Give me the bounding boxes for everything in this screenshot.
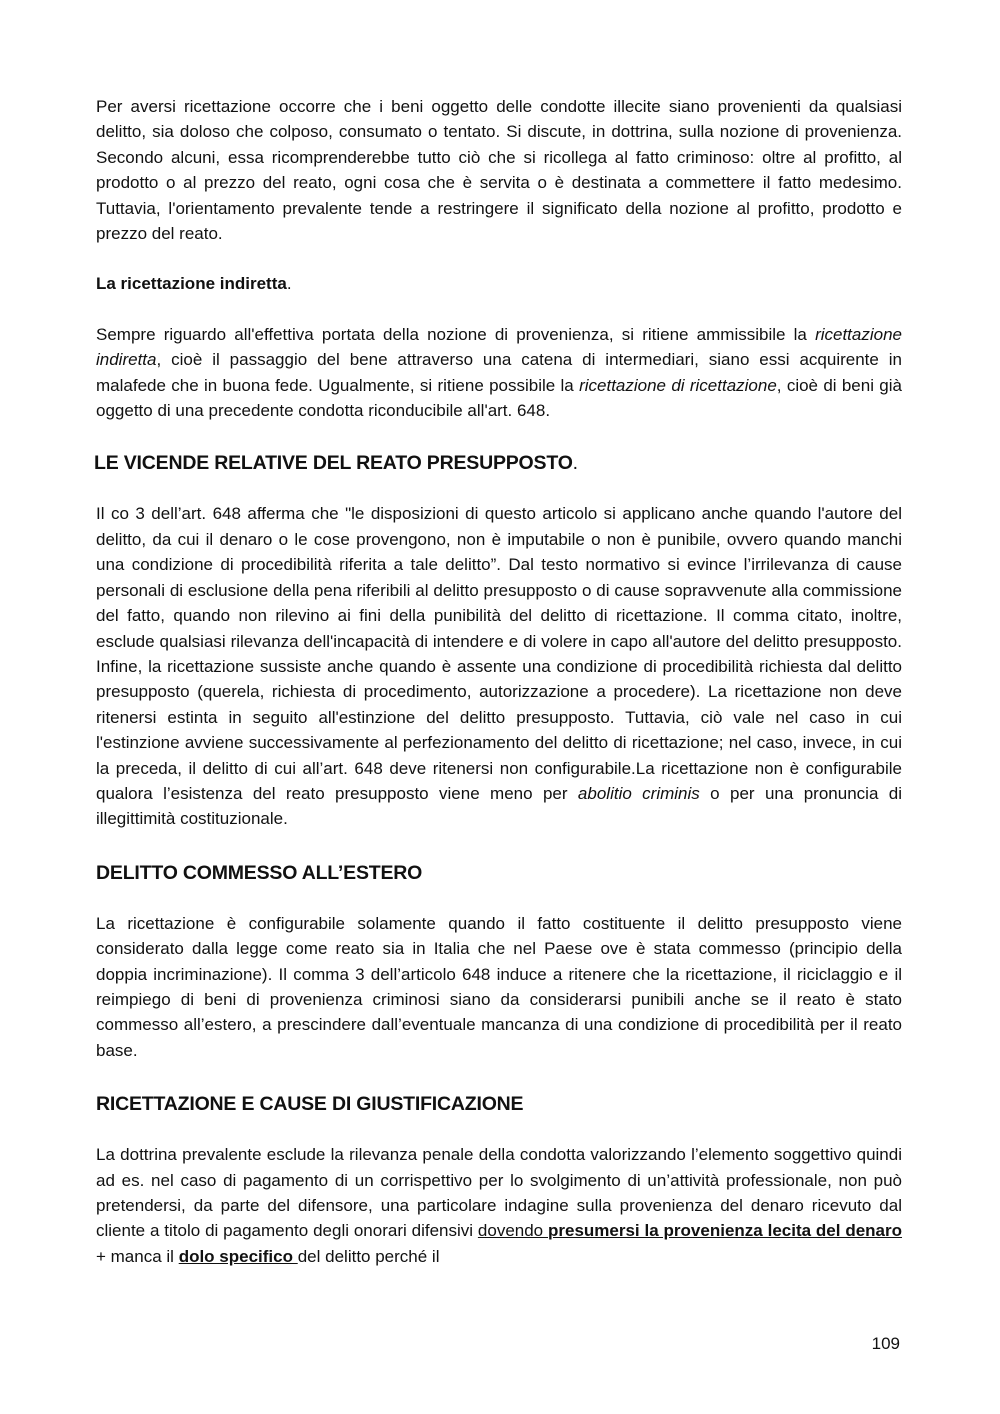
subheading-text: La ricettazione indiretta [96, 274, 287, 294]
subheading-period: . [286, 274, 292, 294]
subheading-ricettazione-indiretta [96, 271, 902, 296]
text-run: Il co 3 dell’art. 648 afferma che "le disposizioni di questo articolo si applicano anche quando l'autore del delitto, da cui il denaro o le cose provengono, non è imputabile o non è punibile, ovvero quando manchi una condizione di procedibilità riferita a tale delitto”. Dal testo normativo si evince l’irrilevanza di cause personali di esclusione della pena riferibili al delitto presupposto o di cause sopravvenute alla commissione del fatto, quando non rilevino ai fini della punibilità del delitto di ricettazione. Il comma citato, inoltre, esclude qualsiasi rilevanza dell'incapacità di intendere e di volere in capo all'autore del delitto presupposto. Infine, la ricettazione sussiste anche quando è assente una condizione di procedibilità richiesta dal delitto presupposto (querela, richiesta di procedimento, autorizzazione a procedere). La ricettazione non deve ritenersi estinta in seguito all'estinzione del delitto presupposto. Tuttavia, ciò vale nel caso in cui l'estinzione avviene successivamente al perfezionamento del delitto di ricettazione; nel caso, invece, in cui la preceda, il delitto di cui all’art. 648 deve ritenersi non configurabile.La ricettazione non è configurabile qualora l’esistenza del reato presupposto viene meno per [96, 504, 902, 803]
heading-cause-giustificazione: RICETTAZIONE E CAUSE DI GIUSTIFICAZIONE [96, 1093, 524, 1116]
italic-term: ricettazione di ricettazione [579, 375, 777, 395]
text-run: , cioè di beni già oggetto di una precedente condotta riconducibile all'art. 648. [96, 375, 902, 421]
paragraph-estero: La ricettazione è configurabile solamente quando il fatto costituente il delitto presupposto viene considerato dalla legge come reato sia in Italia che nel Paese ove è stata commesso (principio della doppia incriminazione). Il comma 3 dell’articolo 648 induce a ritenere che la ricettazione, il riciclaggio e il reimpiego di beni di provenienza criminosi siano da considerarsi punibili anche se il reato è stato commesso all’estero, a prescindere dall’eventuale mancanza di una condizione di procedibilità per il reato base. [96, 913, 902, 1060]
italic-term: ricettazione indiretta [96, 324, 902, 370]
text-run: Sempre riguardo all'effettiva portata della nozione di provenienza, si ritiene ammissibile la [96, 324, 816, 344]
heading-period: . [572, 452, 578, 475]
text-run: o per una pronuncia di illegittimità costituzionale. [96, 783, 903, 829]
document-page [96, 94, 902, 1269]
paragraph-vicende [96, 501, 902, 831]
heading-delitto-estero: DELITTO COMMESSO ALL’ESTERO [96, 861, 423, 884]
page-number: 109 [871, 1334, 900, 1353]
underlined-text: dovendo [477, 1221, 548, 1241]
heading-vicende-reato-presupposto [94, 450, 902, 476]
paragraph-provenienza: Per aversi ricettazione occorre che i beni oggetto delle condotte illecite siano provenienti da qualsiasi delitto, sia doloso che colposo, consumato o tentato. Si discute, in dottrina, sulla nozione di provenienza. Secondo alcuni, essa ricomprenderebbe tutto ciò che si ricollega al fatto criminoso: oltre al profitto, al prodotto o al prezzo del reato, ogni cosa che è servita o è destinata a commettere il fatto medesimo. Tuttavia, l'orientamento prevalente tende a restringere il significato della nozione al profitto, prodotto e prezzo del reato. [96, 97, 902, 244]
heading-text: LE VICENDE RELATIVE DEL REATO PRESUPPOSTO [94, 452, 573, 475]
italic-term: abolitio criminis [577, 783, 700, 803]
paragraph-giustificazione [96, 1142, 902, 1269]
text-run: La dottrina prevalente esclude la rilevanza penale della condotta valorizzando l’elemento soggettivo quindi ad es. nel caso di pagamento di un corrispettivo per lo svolgimento di un’attività professionale, non può pretendersi, da parte del difensore, una particolare indagine sulla provenienza del denaro ricevuto dal cliente a titolo di pagamento degli onorari difensivi [96, 1145, 902, 1241]
bold-underlined-text: presumersi la provenienza lecita del denaro [548, 1221, 903, 1241]
text-run: , cioè il passaggio del bene attraverso una catena di intermediari, siano essi acquirente in malafede che in buona fede. Ugualmente, si ritiene possibile la [96, 350, 902, 395]
paragraph-ricettazione-indiretta [96, 322, 902, 424]
text-run: + manca il [96, 1246, 179, 1266]
bold-underlined-text: dolo specifico [178, 1246, 298, 1266]
text-run: del delitto perché il [297, 1246, 440, 1266]
